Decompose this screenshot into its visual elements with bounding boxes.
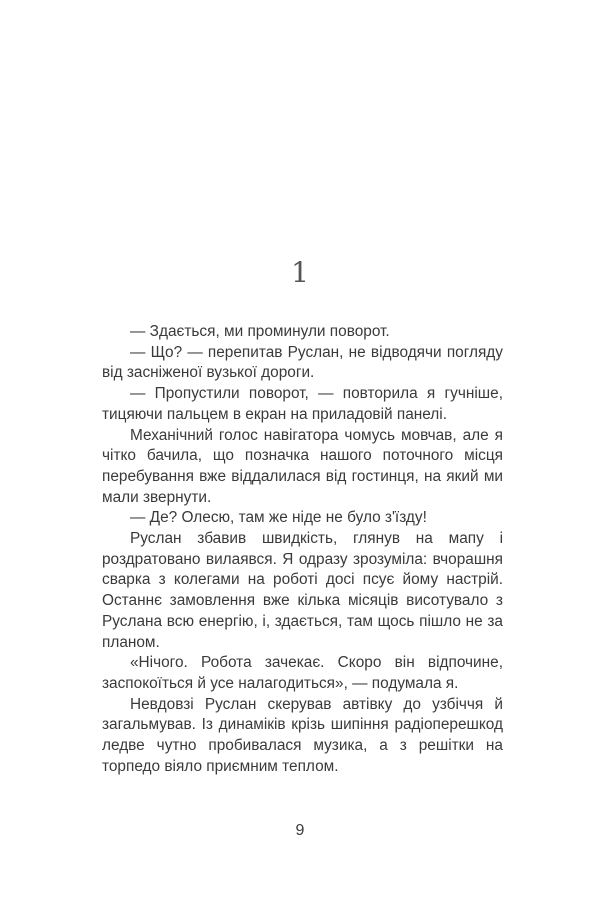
chapter-number: 1 xyxy=(291,256,309,289)
page-number: 9 xyxy=(295,822,305,839)
paragraph: Механічний голос навігатора чомусь мовчав, але я чітко бачила, що позначка нашого поточного місця перебування вже віддалилася від гостинця, на який ми мали звернути. xyxy=(102,426,503,506)
paragraph: «Нічого. Робота зачекає. Скоро він відпочине, заспокоїться й усе налагодиться», — подумала я. xyxy=(102,654,503,692)
paragraph: — Що? — перепитав Руслан, не відводячи погляду від засніженої вузької дороги. xyxy=(102,343,503,382)
paragraph: Руслан збавив швидкість, глянув на мапу і роздратовано вилаявся. Я одразу зрозуміла: вчорашня сварка з колегами на роботі досі псує йому настрій. Останнє замовлення вже кілька місяців висотувало з Руслана всю енергію, і, здається, там щось пішло не за планом. xyxy=(102,530,503,651)
paragraph: — Пропустили поворот, — повторила я гучніше, тицяючи пальцем в екран на приладовій панелі. xyxy=(102,385,503,423)
paragraph: — Де? Олесю, там же ніде не було з'їзду! xyxy=(130,509,427,527)
paragraph: Невдовзі Руслан скерував автівку до узбіччя й загальмував. Із динаміків крізь шипіння радіоперешкод ледве чутно пробивалася музика, а з решітки на торпедо віяло приємним теплом. xyxy=(102,695,503,775)
paragraph: — Здається, ми проминули поворот. xyxy=(130,323,390,340)
chapter-body-text xyxy=(102,322,503,777)
